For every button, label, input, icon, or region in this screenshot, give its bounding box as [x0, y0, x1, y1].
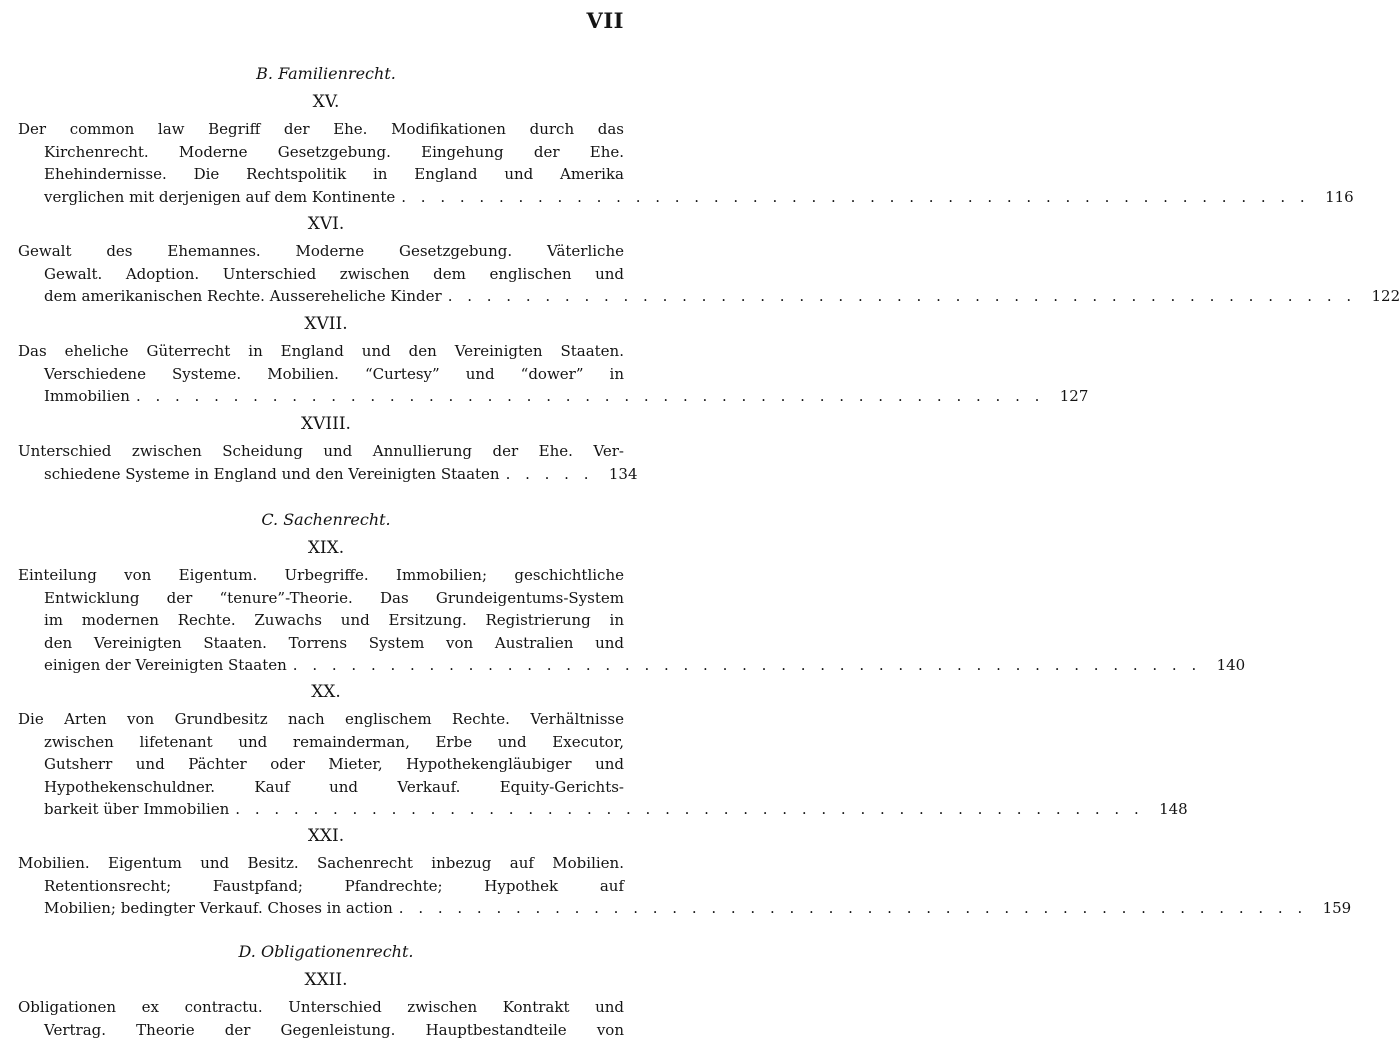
entry-line: Mobilien; bedingter Verkauf. Choses in action — [44, 899, 393, 917]
entry-line: im modernen Rechte. Zuwachs und Ersitzung. Registrierung in — [44, 611, 624, 629]
dot-leader: . . . . . . . . . . . . . . . . . . . . . . . . . . . . . . . . . . . . . . . . . . . . . . . — [135, 387, 1045, 405]
entry-line: einigen der Vereinigten Staaten — [44, 656, 287, 674]
entry-last-line — [18, 798, 1188, 821]
chapter-numeral-xv: XV. — [312, 92, 340, 112]
entry-line: Der common law Begriff der Ehe. Modifikationen durch das — [18, 120, 624, 138]
dot-leader: . . . . . — [505, 464, 594, 483]
entry-line: verglichen mit derjenigen auf dem Kontinente — [44, 187, 396, 206]
chapter-numeral-xviii: XVIII. — [301, 414, 351, 434]
chapter-numeral-xxi: XXI. — [307, 826, 345, 846]
dot-leader: . . . . . . . . . . . . . . . . . . . . . . . . . . . . . . . . . . . . . . . . . . . . . . . — [398, 899, 1308, 917]
entry-line: Mobilien. Eigentum und Besitz. Sachenrecht inbezug auf Mobilien. — [18, 854, 624, 872]
dot-leader: . . . . . . . . . . . . . . . . . . . . . . . . . . . . . . . . . . . . . . . . . . . . . . . — [447, 287, 1357, 305]
entry-line: Verschiedene Systeme. Mobilien. “Curtesy” und “dower” in — [44, 364, 624, 383]
chapter-numeral-xvi: XVI. — [307, 214, 345, 234]
entry-line: zwischen lifetenant und remainderman, Erbe und Executor, — [44, 732, 624, 751]
page-reference: 140 — [1216, 656, 1246, 674]
entry-line: Entwicklung der “tenure”-Theorie. Das Grundeigentums-System — [44, 588, 624, 607]
toc-entry-xix — [18, 564, 1246, 677]
entry-line: Hypothekenschuldner. Kauf und Verkauf. Equity-Gerichts- — [44, 777, 624, 796]
dot-leader: . . . . . . . . . . . . . . . . . . . . . . . . . . . . . . . . . . . . . . . . . . . . . . . — [235, 800, 1144, 818]
entry-line: Das eheliche Güterrecht in England und den Vereinigten Staaten. — [18, 342, 624, 360]
entry-line: Immobilien — [44, 387, 130, 405]
entry-line: Ehehindernisse. Die Rechtspolitik in England und Amerika — [44, 165, 624, 183]
entry-line: Gutsherr und Pächter oder Mieter, Hypothekengläubiger und — [44, 755, 624, 773]
page-reference: 122 — [1371, 287, 1400, 305]
page-number: VII — [586, 8, 624, 33]
entry-last-line — [18, 285, 1400, 308]
chapter-numeral-xxii: XXII. — [304, 970, 348, 990]
dot-leader: . . . . . . . . . . . . . . . . . . . . . . . . . . . . . . . . . . . . . . . . . . . . . . . — [292, 656, 1202, 674]
entry-line: Obligationen ex contractu. Unterschied zwischen Kontrakt und — [18, 998, 624, 1016]
section-heading-sachenrecht: C. Sachenrecht. — [261, 510, 391, 529]
entry-line: dem amerikanischen Rechte. Aussereheliche Kinder — [44, 287, 442, 305]
entry-line: Gewalt des Ehemannes. Moderne Gesetzgebung. Väterliche — [18, 242, 624, 260]
entry-last-line — [18, 186, 1354, 209]
toc-entry-xxii — [18, 996, 624, 1041]
entry-line: Unterschied zwischen Scheidung und Annullierung der Ehe. Ver- — [18, 442, 624, 460]
page-reference: 127 — [1059, 387, 1089, 405]
dot-leader: . . . . . . . . . . . . . . . . . . . . . . . . . . . . . . . . . . . . . . . . . . . . . . . — [401, 187, 1310, 206]
entry-last-line — [18, 897, 1352, 920]
entry-line: Vertrag. Theorie der Gegenleistung. Hauptbestandteile von — [44, 1020, 624, 1039]
page-reference: 148 — [1159, 800, 1188, 818]
toc-entry-xx — [18, 708, 1188, 821]
section-heading-obligationenrecht: D. Obligationenrecht. — [238, 942, 414, 961]
entry-line: Gewalt. Adoption. Unterschied zwischen dem englischen und — [44, 264, 624, 283]
chapter-numeral-xvii: XVII. — [304, 314, 348, 334]
entry-line: Kirchenrecht. Moderne Gesetzgebung. Eingehung der Ehe. — [44, 142, 624, 161]
entry-line: Einteilung von Eigentum. Urbegriffe. Immobilien; geschichtliche — [18, 566, 624, 584]
chapter-numeral-xix: XIX. — [307, 538, 345, 558]
section-heading-familienrecht: B. Familienrecht. — [256, 64, 396, 83]
chapter-numeral-xx: XX. — [311, 682, 341, 702]
toc-entry-xvi — [18, 240, 1400, 308]
page-reference: 134 — [608, 464, 638, 483]
toc-entry-xxi — [18, 852, 1352, 920]
entry-line: barkeit über Immobilien — [44, 800, 230, 818]
page-reference: 159 — [1322, 899, 1352, 917]
entry-line: schiedene Systeme in England und den Vereinigten Staaten — [44, 464, 500, 483]
page-reference: 116 — [1325, 187, 1354, 206]
entry-line: Die Arten von Grundbesitz nach englischem Rechte. Verhältnisse — [18, 710, 624, 728]
entry-line: Retentionsrecht; Faustpfand; Pfandrechte; Hypothek auf — [44, 876, 624, 895]
toc-entry-xv — [18, 118, 1354, 208]
toc-entry-xvii — [18, 340, 1089, 408]
entry-line: den Vereinigten Staaten. Torrens System von Australien und — [44, 633, 624, 652]
entry-last-line — [18, 385, 1089, 408]
entry-last-line — [18, 463, 638, 486]
toc-entry-xviii — [18, 440, 638, 485]
entry-last-line — [18, 654, 1246, 677]
